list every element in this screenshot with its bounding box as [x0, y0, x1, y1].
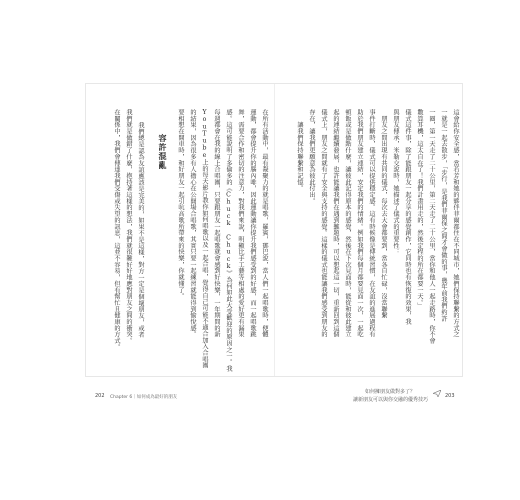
right-column-2: 一就是一起去散步，「步行，是我們菲爾保之間才會做的事，幾年前我們約許	[440, 109, 447, 322]
left-column-11: 在關係中，我們會傳達我們受傷或失望的訊息，這並不容易，但有幫忙且健康的方式。	[113, 109, 120, 351]
left-column-9: 我們總是認為友誼應該是完美的，如果不是這樣，對方一定是個壞朋友，或者	[137, 122, 144, 338]
right-column-5: 儀式這件事，除了能跟朋友一起分享的感覺創作，它同時也有恢復的效果，我	[404, 109, 411, 325]
right-column-13: 存在，讓我們更願意為彼此付出。	[308, 109, 315, 205]
left-column-6: YouTube上的每天影片教你如何唱歌以及一起合唱，覺得自己可能不適合加入合唱團	[201, 109, 208, 369]
right-column-6: 與朋友傳承，米勒交說時，她描述了儀式的重要性：	[392, 109, 399, 256]
left-column-10: 我們就是做錯了什麼，抱持著這樣的想法，我們就很難好好地應對朋友之間的衝突。	[125, 109, 132, 344]
right-running-head-1: 如何擁朋友做對多了？	[365, 389, 416, 395]
book-gutter	[274, 84, 275, 376]
left-column-4: 感。這可能說明了多倫多的《Chuck Chuck》為何如此大受歡迎的原因之一。我	[225, 109, 232, 372]
left-running-foot: Chapter 6｜如何成為最好的朋友	[110, 395, 178, 400]
right-column-14: 讓我們保持聯繫和記憶。	[296, 109, 303, 192]
section-heading: 容許混亂	[158, 134, 167, 170]
right-column-8: 事件打斷時，儀式可以提供穩定感。這有時候像是傳統習慣，在友誼的進展過程有	[368, 109, 375, 338]
right-column-9: 助於我們朋友建立連結，安定我們的情緒。例如我們每個月都要見面一次，一起吃	[356, 109, 363, 338]
left-column-2: 運動，都會提升你的腦內啡，因此運動讓你提升我們感受到的好感，而一起唱歌跳	[249, 109, 256, 338]
right-column-10: 頓飯或是做點什麼，讓彼此記得原本的感覺，然後在下次見面時，能從和彼此建立	[344, 109, 351, 338]
right-column-7: 朋友之間出現有共同的儀式，每次去大會都要到，當各自忙碌，沒當聯繫	[380, 109, 387, 319]
right-column-1: 這會給你安全感，當若芳和她的夥伴菲爾都住在不同城市，她們保持聯繫的方式之	[452, 109, 459, 338]
right-column-4: 數算耳機，這太自在了！我們計畫用走的，然後定程的所在都要一天。」	[416, 109, 423, 310]
right-running-head-2: 讓新朋友可以與你交融的優秀技巧	[353, 397, 429, 403]
left-column-5: 每週都會在我的線上合唱團，只要跟朋友一起唱歌就會感到好快樂，一年期間的新	[213, 109, 220, 338]
left-page-number: 202	[95, 393, 105, 399]
right-page-number: 203	[445, 393, 455, 399]
right-column-3: 一圈，第一天走了二十公里，第二天走了二十公里，當你和他人一起走路時，你不會	[428, 109, 435, 344]
left-column-1: 在所有活動中，最有凝聚力的就是唱歌，羅賓，鄧巴說，當人們一起唱歌時，便體	[261, 109, 268, 338]
right-column-11: 起的連結繼續發展，也許能讓我們在遇到難題時，可以想起這一切，重新回到這個	[332, 109, 339, 338]
left-column-8: 要相想在開車時，和好朋友一起引吭高歌所帶來的快樂，你就懂了。	[177, 109, 184, 300]
right-column-12: 儀式上，朋友之間就有了安全與支持的感覺。這樣的儀式也能讓我們感受到朋友的	[320, 109, 327, 338]
left-column-3: 舞，需要合作和密切的注意力，對我們來說，明顯比手工藝等相處的愛好更有漏果	[237, 109, 244, 338]
left-column-7: 的結果，因為很多有人擔心在公開場合唱歌，其實只要一起練習就能得到愉悅感。	[189, 109, 196, 338]
paper-plane-icon	[433, 390, 441, 397]
